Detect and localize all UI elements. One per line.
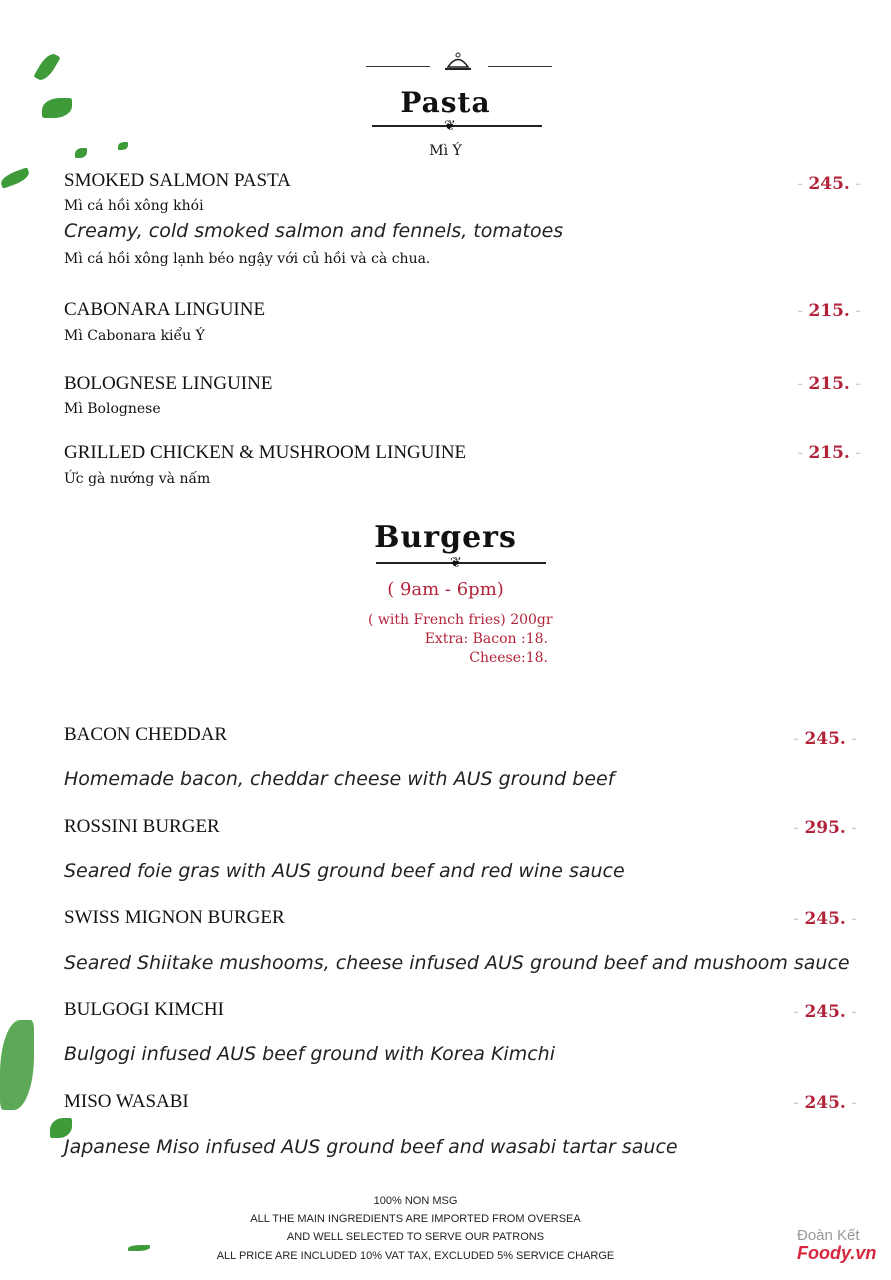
menu-item-price: - 245. - [793,909,857,929]
menu-item-name: ROSSINI BURGER [64,816,220,837]
burger-fries-note: ( with French fries) 200gr [368,612,553,628]
menu-item-vietnamese: Mì cá hồi xông khói [64,198,204,214]
footer-note: AND WELL SELECTED TO SERVE OUR PATRONS [286,1231,545,1243]
menu-item-price: - 215. - [797,374,861,394]
leaf-decoration [50,1118,72,1138]
divider-line [488,66,552,67]
menu-item-price: - 245. - [793,1002,857,1022]
watermark-branch: Đoàn Kết [797,1227,860,1244]
menu-item-vietnamese-description: Mì cá hồi xông lạnh béo ngậy với củ hồi và cà chua. [64,251,431,267]
menu-item-vietnamese: Mì Bolognese [64,401,161,417]
ornament-icon: ❦ [444,118,456,134]
menu-item-name: CABONARA LINGUINE [64,299,266,320]
menu-item-description: Japanese Miso infused AUS ground beef and wasabi tartar sauce [64,1136,678,1158]
menu-item-name: BACON CHEDDAR [64,724,228,745]
menu-item-vietnamese: Ức gà nướng và nấm [64,471,211,487]
section-title-burgers: Burgers [374,520,517,555]
menu-item-price: - 215. - [797,443,861,463]
menu-item-name: GRILLED CHICKEN & MUSHROOM LINGUINE [64,442,467,463]
menu-item-name: BULGOGI KIMCHI [64,999,224,1020]
menu-item-name: SMOKED SALMON PASTA [64,170,291,191]
ornament-icon: ❦ [450,555,462,571]
menu-item-price: - 295. - [793,818,857,838]
menu-item-name: MISO WASABI [64,1091,189,1112]
leaf-decoration [0,1020,34,1110]
divider-line [366,66,430,67]
menu-item-name: SWISS MIGNON BURGER [64,907,285,928]
burger-hours: ( 9am - 6pm) [387,579,504,600]
menu-item-name: BOLOGNESE LINGUINE [64,373,273,394]
footer-note: ALL PRICE ARE INCLUDED 10% VAT TAX, EXCLUDED 5% SERVICE CHARGE [216,1250,615,1262]
footer-note: 100% NON MSG [373,1195,458,1207]
watermark-logo: Foody.vn [797,1243,877,1263]
menu-item-description: Homemade bacon, cheddar cheese with AUS ground beef [64,768,615,790]
menu-item-description: Creamy, cold smoked salmon and fennels, tomatoes [64,220,564,242]
menu-item-price: - 245. - [797,174,861,194]
menu-item-description: Seared Shiitake mushooms, cheese infused AUS ground beef and mushoom sauce [64,952,850,974]
burger-extra-bacon: Extra: Bacon :18. [424,631,548,647]
menu-item-vietnamese: Mì Cabonara kiểu Ý [64,328,205,344]
menu-item-description: Seared foie gras with AUS ground beef and red wine sauce [64,860,625,882]
leaf-decoration [0,167,31,189]
burger-extra-cheese: Cheese:18. [469,650,548,666]
menu-item-price: - 245. - [793,729,857,749]
leaf-decoration [33,51,60,84]
menu-item-price: - 245. - [793,1093,857,1113]
menu-item-description: Bulgogi infused AUS beef ground with Korea Kimchi [64,1043,555,1065]
menu-item-price: - 215. - [797,301,861,321]
ornament-divider [372,125,542,127]
section-subtitle-pasta: Mì Ý [429,143,462,159]
cloche-icon [444,50,472,72]
section-title-pasta: Pasta [400,86,491,119]
footer-note: ALL THE MAIN INGREDIENTS ARE IMPORTED FROM OVERSEA [250,1213,581,1225]
